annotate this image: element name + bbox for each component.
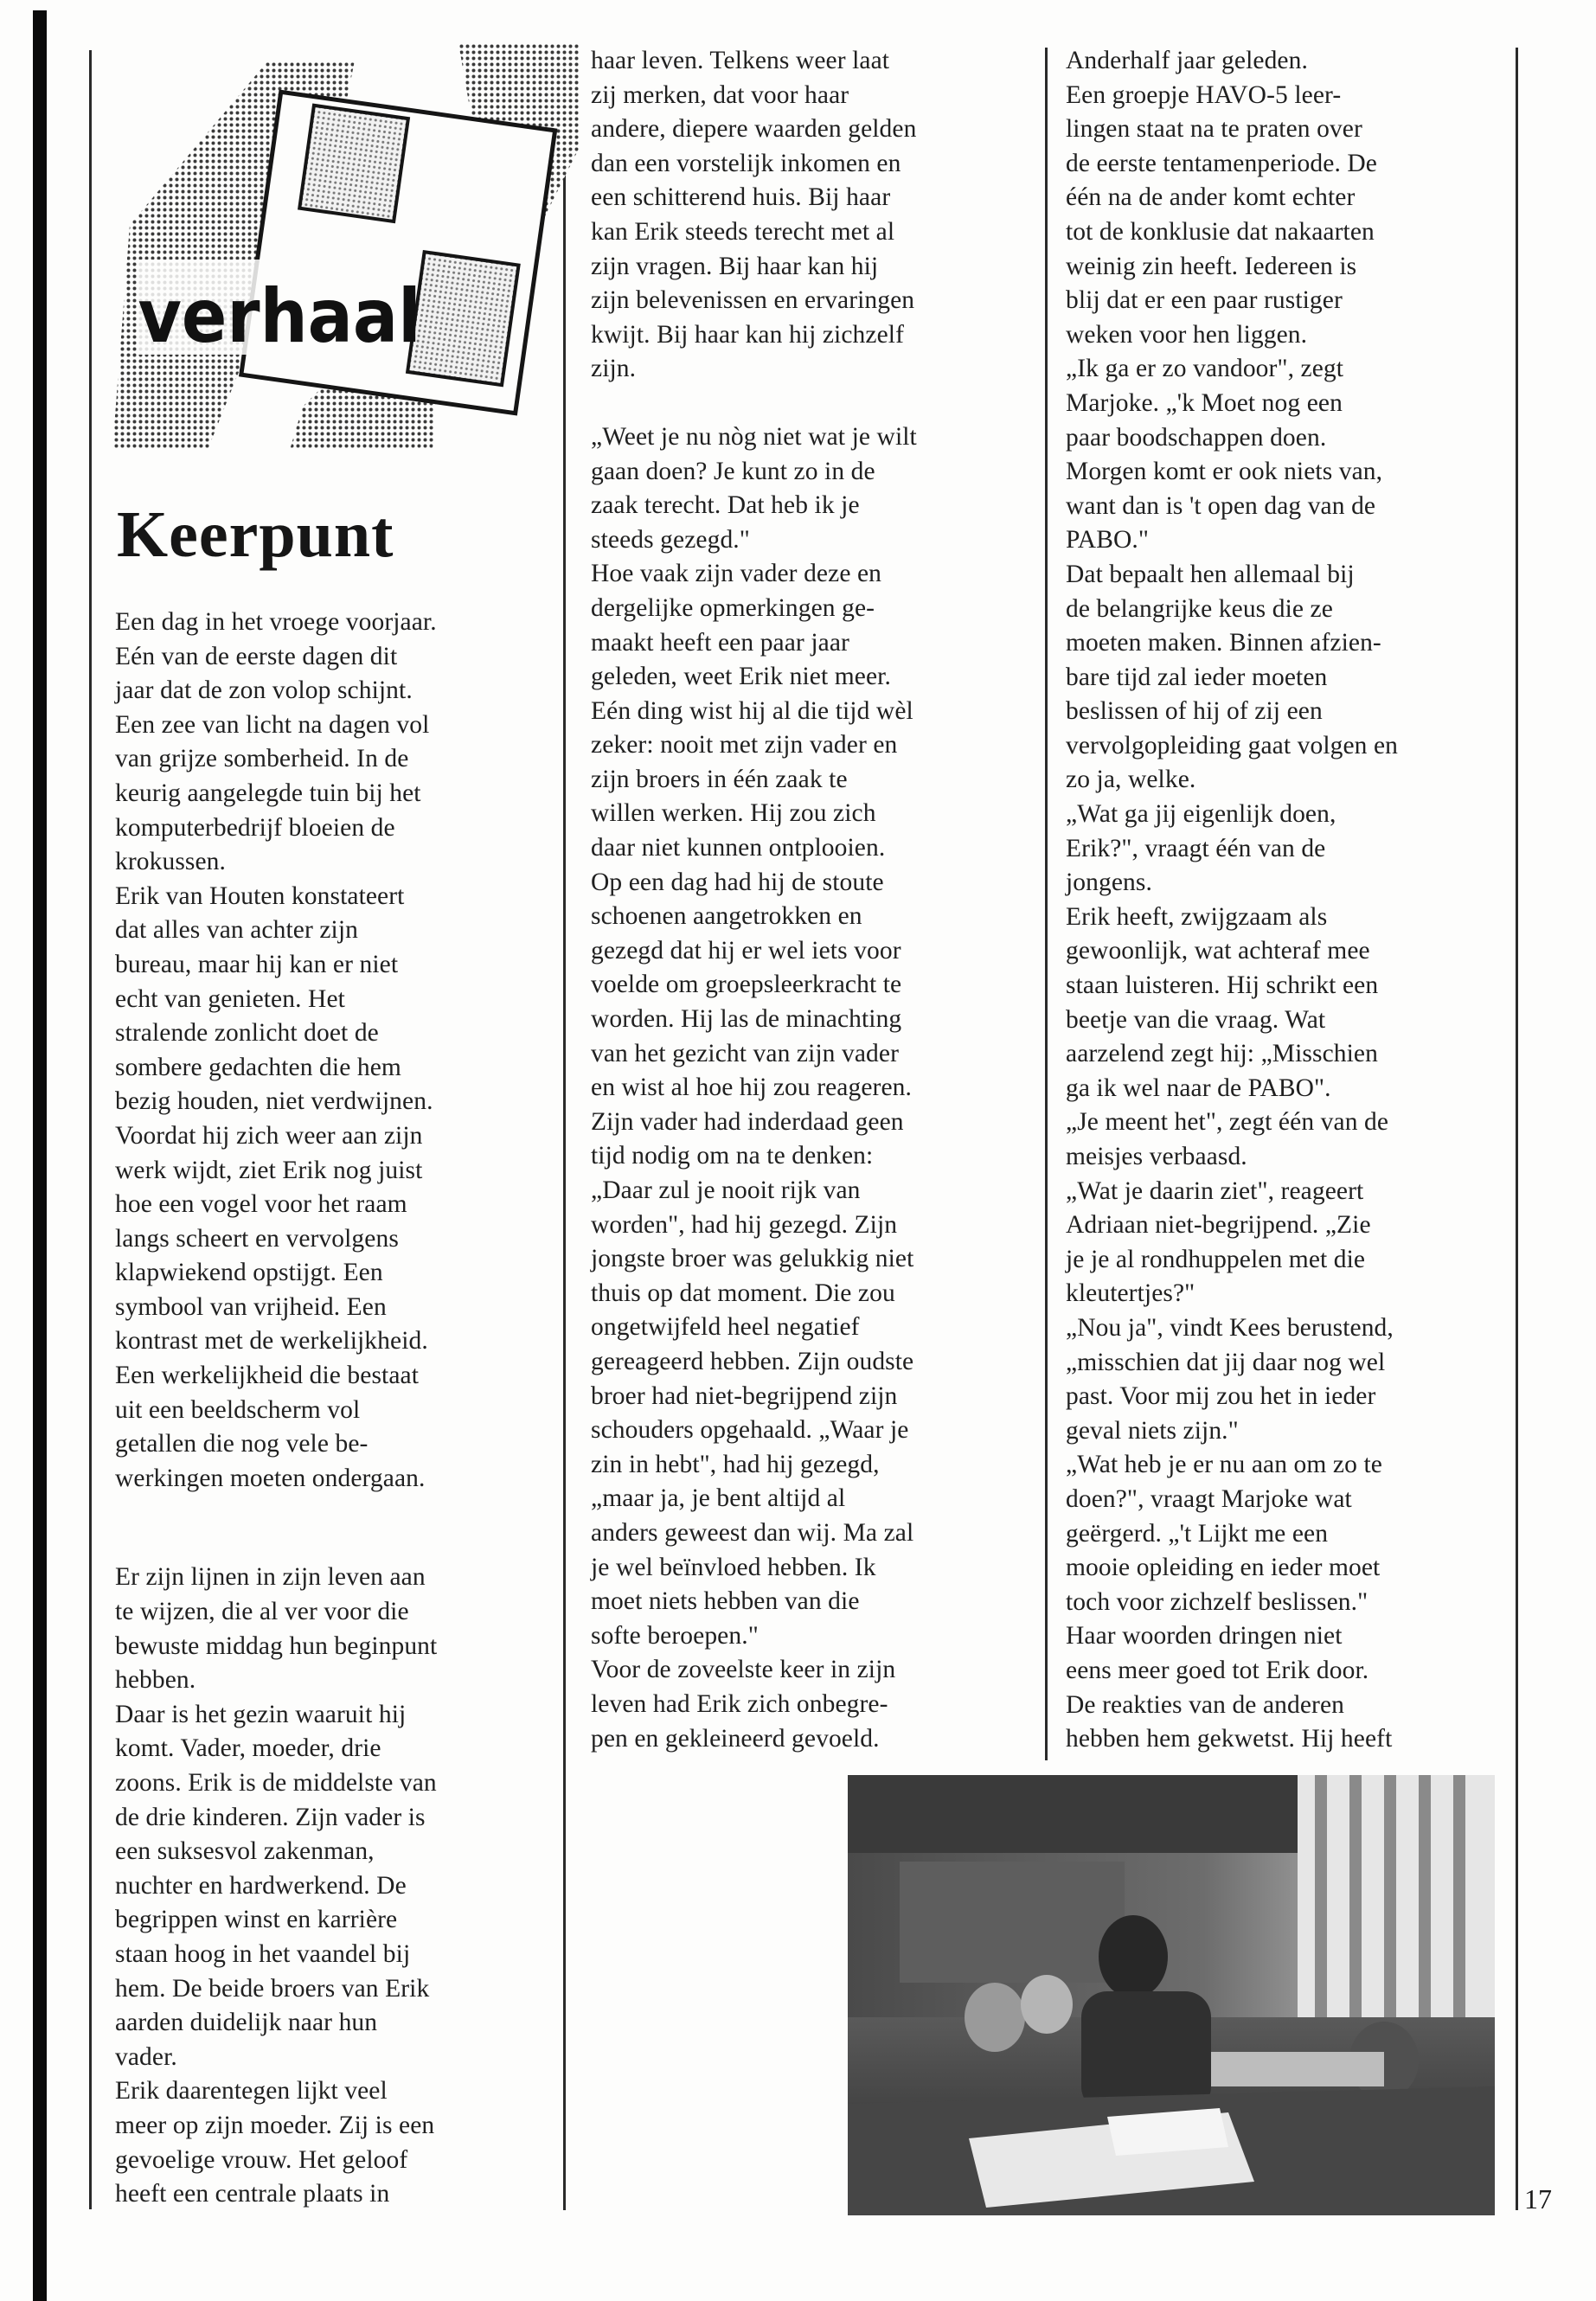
text-line: ongetwijfeld heel negatief	[591, 1313, 860, 1342]
text-line: gaan doen? Je kunt zo in de	[591, 457, 875, 485]
text-line: de drie kinderen. Zijn vader is	[115, 1803, 426, 1831]
text-line: Daar is het gezin waaruit hij	[115, 1700, 407, 1728]
text-line: broer had niet-begrijpend zijn	[591, 1381, 898, 1410]
text-line: De reakties van de anderen	[1066, 1690, 1345, 1719]
column-1	[115, 606, 556, 2212]
text-line: maakt heeft een paar jaar	[591, 628, 849, 657]
text-line: Zijn vader had inderdaad geen	[591, 1107, 904, 1136]
text-line: vervolgopleiding gaat volgen en	[1066, 731, 1399, 760]
text-line: dat alles van achter zijn	[115, 916, 358, 945]
text-line: kleutertjes?"	[1066, 1279, 1195, 1308]
text-line: staan hoog in het vaandel bij	[115, 1939, 411, 1968]
text-line: gevoelige vrouw. Het geloof	[115, 2145, 408, 2174]
text-line: dergelijke opmerkingen ge-	[591, 593, 875, 622]
text-line: „Wat heb je er nu aan om zo te	[1066, 1451, 1382, 1479]
text-line: doen?", vraagt Marjoke wat	[1066, 1484, 1352, 1513]
text-line: Een groepje HAVO-5 leer-	[1066, 80, 1342, 109]
column-3	[1066, 44, 1511, 1757]
classroom-photo-drawing	[848, 1775, 1495, 2215]
text-line: leven had Erik zich onbegre-	[591, 1689, 888, 1718]
text-line: hebben.	[115, 1666, 196, 1695]
text-line: worden", had hij gezegd. Zijn	[591, 1210, 898, 1239]
text-line: Een zee van licht na dagen vol	[115, 710, 430, 739]
text-line: van grijze somberheid. In de	[115, 745, 409, 773]
text-line: moeten maken. Binnen afzien-	[1066, 629, 1381, 657]
text-line: Dat bepaalt hen allemaal bij	[1066, 560, 1355, 588]
text-line: de eerste tentamenperiode. De	[1066, 149, 1377, 177]
text-line: zo ja, welke.	[1066, 766, 1196, 794]
text-line: Marjoke. „'k Moet nog een	[1066, 388, 1343, 417]
text-line: mooie opleiding en ieder moet	[1066, 1554, 1381, 1582]
text-line: bureau, maar hij kan er niet	[115, 950, 399, 978]
text-line: geval niets zijn."	[1066, 1416, 1239, 1445]
text-line: dan een vorstelijk inkomen en	[591, 149, 901, 177]
text-line: schoenen aangetrokken en	[591, 902, 862, 931]
text-line: tot de konklusie dat nakaarten	[1066, 217, 1375, 246]
text-line: „misschien dat jij daar nog wel	[1066, 1348, 1386, 1376]
text-line: getallen die nog vele be-	[115, 1430, 369, 1458]
text-line: aarden duidelijk naar hun	[115, 2009, 378, 2037]
text-line: „Daar zul je nooit rijk van	[591, 1176, 861, 1204]
text-line: stralende zonlicht doet de	[115, 1019, 379, 1048]
text-line: krokussen.	[115, 848, 227, 876]
text-line: hem. De beide broers van Erik	[115, 1974, 430, 2003]
text-line: werk wijdt, ziet Erik nog juist	[115, 1156, 423, 1184]
text-line: werkingen moeten ondergaan.	[115, 1464, 426, 1492]
section-label: verhaal	[138, 273, 421, 361]
text-line: een schitterend huis. Bij haar	[591, 183, 891, 212]
text-line: klapwiekend opstijgt. Een	[115, 1259, 383, 1287]
column-2	[591, 44, 1036, 1756]
text-line: begrippen winst en karrière	[115, 1906, 398, 1934]
text-line: komt. Vader, moeder, drie	[115, 1734, 381, 1763]
text-line: zijn belevenissen en ervaringen	[591, 286, 915, 315]
text-line: je je al rondhuppelen met die	[1066, 1245, 1366, 1273]
text-line: geërgerd. „'t Lijkt me een	[1066, 1519, 1329, 1548]
text-line: één na de ander komt echter	[1066, 183, 1356, 212]
text-line: bewuste middag hun beginpunt	[115, 1631, 438, 1660]
text-line: Een dag in het vroege voorjaar.	[115, 608, 437, 636]
text-line: „Je meent het", zegt één van de	[1066, 1108, 1389, 1137]
text-line: softe beroepen."	[591, 1621, 759, 1650]
text-line: geleden, weet Erik niet meer.	[591, 663, 891, 691]
text-line: Op een dag had hij de stoute	[591, 868, 884, 896]
text-line: sombere gedachten die hem	[115, 1053, 401, 1081]
text-line: andere, diepere waarden gelden	[591, 115, 917, 144]
text-line: Erik van Houten konstateert	[115, 881, 405, 910]
text-line: jongens.	[1066, 868, 1152, 897]
text-line: paar boodschappen doen.	[1066, 423, 1327, 452]
text-line: zaak terecht. Dat heb ik je	[591, 491, 860, 520]
text-line: bare tijd zal ieder moeten	[1066, 663, 1328, 691]
text-line: Hoe vaak zijn vader deze en	[591, 560, 882, 588]
text-line: Haar woorden dringen niet	[1066, 1622, 1343, 1650]
text-line: zoons. Erik is de middelste van	[115, 1769, 437, 1797]
text-line: meisjes verbaasd.	[1066, 1143, 1247, 1170]
text-line: zeker: nooit met zijn vader en	[591, 731, 898, 760]
text-line: past. Voor mij zou het in ieder	[1066, 1382, 1376, 1411]
text-line: zin in hebt", had hij gezegd,	[591, 1450, 880, 1478]
text-line: kan Erik steeds terecht met al	[591, 217, 895, 246]
text-line: kontrast met de werkelijkheid.	[115, 1327, 428, 1356]
text-line: „Wat ga jij eigenlijk doen,	[1066, 800, 1336, 829]
column-rule-2	[1045, 48, 1048, 1760]
text-line: „Ik ga er zo vandoor", zegt	[1066, 355, 1344, 383]
text-line: langs scheert en vervolgens	[115, 1224, 399, 1253]
text-line: heeft een centrale plaats in	[115, 2180, 390, 2208]
text-line: weinig zin heeft. Iedereen is	[1066, 252, 1357, 280]
text-line: staan luisteren. Hij schrikt een	[1066, 971, 1379, 1000]
text-line: „Weet je nu nòg niet wat je wilt	[591, 422, 917, 451]
text-line: hoe een vogel voor het raam	[115, 1190, 407, 1219]
text-line: daar niet kunnen ontplooien.	[591, 834, 886, 862]
text-line: willen werken. Hij zou zich	[591, 799, 876, 828]
text-line: Eén ding wist hij al die tijd wèl	[591, 696, 913, 725]
text-line: vader.	[115, 2042, 177, 2071]
text-line: zijn broers in één zaak te	[591, 765, 848, 793]
section-logo-graphic	[95, 43, 580, 450]
text-line: Erik?", vraagt één van de	[1066, 834, 1326, 862]
text-line: zijn.	[591, 355, 637, 383]
text-line: schouders opgehaald. „Waar je	[591, 1416, 909, 1445]
text-line: moet niets hebben van die	[591, 1587, 860, 1616]
text-line: uit een beeldscherm vol	[115, 1395, 361, 1424]
text-line: „maar ja, je bent altijd al	[591, 1484, 846, 1513]
text-line: tijd nodig om na te denken:	[591, 1142, 874, 1170]
text-line: ga ik wel naar de PABO".	[1066, 1074, 1331, 1102]
page-spine-edge	[33, 10, 47, 2301]
column-rule-right	[1516, 48, 1518, 2210]
text-line: komputerbedrijf bloeien de	[115, 813, 395, 842]
text-line: kwijt. Bij haar kan hij zichzelf	[591, 320, 904, 349]
story-title: Keerpunt	[117, 498, 394, 571]
text-line: eens meer goed tot Erik door.	[1066, 1656, 1369, 1684]
text-line: want dan is 't open dag van de	[1066, 491, 1376, 520]
text-line: PABO."	[1066, 526, 1149, 554]
text-line: voelde om groepsleerkracht te	[591, 971, 902, 999]
text-line: van het gezicht van zijn vader	[591, 1039, 900, 1067]
text-line: beslissen of hij of zij een	[1066, 697, 1323, 726]
page-number: 17	[1524, 2183, 1552, 2214]
text-line: thuis op dat moment. Die zou	[591, 1279, 895, 1307]
text-line: pen en gekleineerd gevoeld.	[591, 1724, 880, 1753]
text-line: symbool van vrijheid. Een	[115, 1292, 387, 1321]
classroom-photo	[848, 1775, 1495, 2215]
text-line: Morgen komt er ook niets van,	[1066, 458, 1383, 486]
text-line: Er zijn lijnen in zijn leven aan	[115, 1563, 426, 1592]
text-line: Erik daarentegen lijkt veel	[115, 2077, 388, 2106]
text-line: jaar dat de zon volop schijnt.	[115, 676, 413, 705]
text-line: echt van genieten. Het	[115, 984, 345, 1013]
text-line: beetje van die vraag. Wat	[1066, 1005, 1326, 1034]
text-line: je wel beïnvloed hebben. Ik	[591, 1553, 876, 1581]
text-line: haar leven. Telkens weer laat	[591, 47, 890, 74]
text-line: Erik heeft, zwijgzaam als	[1066, 902, 1328, 931]
text-line: aarzelend zegt hij: „Misschien	[1066, 1040, 1378, 1068]
column-rule-left	[89, 50, 92, 2209]
text-line: „Nou ja", vindt Kees berustend,	[1066, 1313, 1394, 1342]
text-line: gezegd dat hij er wel iets voor	[591, 936, 901, 965]
text-line: te wijzen, die al ver voor die	[115, 1598, 409, 1626]
text-line: hebben hem gekwetst. Hij heeft	[1066, 1725, 1393, 1753]
text-line: Voor de zoveelste keer in zijn	[591, 1656, 896, 1684]
text-line: steeds gezegd."	[591, 525, 750, 554]
text-line: bezig houden, niet verdwijnen.	[115, 1087, 433, 1116]
text-line: anders geweest dan wij. Ma zal	[591, 1518, 914, 1547]
text-line: worden. Hij las de minachting	[591, 1005, 902, 1034]
text-line: zij merken, dat voor haar	[591, 80, 849, 109]
text-line: gewoonlijk, wat achteraf mee	[1066, 937, 1370, 965]
text-line: blij dat er een paar rustiger	[1066, 286, 1343, 315]
text-line: een suksesvol zakenman,	[115, 1837, 375, 1866]
text-line: de belangrijke keus die ze	[1066, 594, 1333, 623]
text-line: nuchter en hardwerkend. De	[115, 1871, 407, 1900]
text-line: Anderhalf jaar geleden.	[1066, 47, 1308, 74]
text-line: zijn vragen. Bij haar kan hij	[591, 252, 879, 280]
text-line: weken voor hen liggen.	[1066, 320, 1308, 349]
text-line: lingen staat na te praten over	[1066, 115, 1362, 144]
text-line: Voordat hij zich weer aan zijn	[115, 1121, 423, 1150]
text-line: Een werkelijkheid die bestaat	[115, 1362, 420, 1390]
text-line: en wist al hoe hij zou reageren.	[591, 1074, 912, 1102]
text-line: Adriaan niet-begrijpend. „Zie	[1066, 1211, 1371, 1240]
text-line: „Wat je daarin ziet", reageert	[1066, 1176, 1364, 1205]
text-line: toch voor zichzelf beslissen."	[1066, 1587, 1368, 1616]
text-line: keurig aangelegde tuin bij het	[115, 779, 421, 807]
text-line: Eén van de eerste dagen dit	[115, 642, 398, 670]
text-line: meer op zijn moeder. Zij is een	[115, 2111, 435, 2139]
text-line: jongste broer was gelukkig niet	[591, 1245, 914, 1273]
text-line: gereageerd hebben. Zijn oudste	[591, 1347, 914, 1375]
